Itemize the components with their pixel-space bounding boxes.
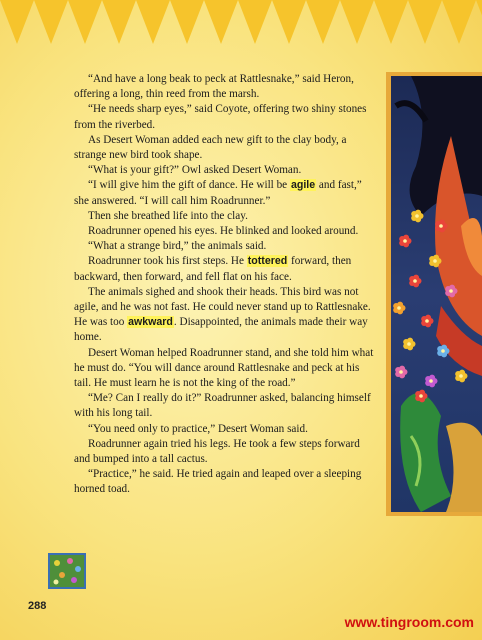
story-paragraph [74,285,374,346]
story-paragraph [74,467,374,497]
story-text-run: forward, then backward, then forward, and fell flat on his face. [74,255,352,283]
story-paragraph [74,178,374,208]
vocabulary-word: awkward [128,316,173,329]
story-text-run: “Me? Can I really do it?” Roadrunner asked, balancing himself with his long tail. [74,392,371,420]
story-paragraph [74,224,374,239]
story-text-run: Then she breathed life into the clay. [88,209,248,222]
story-text-run: Roadrunner took his first steps. He [88,255,247,268]
story-text-run: The animals sighed and shook their heads. This bird was not agile, and he was not fast. He could never stand up to Rattlesnake. He was too [74,285,371,329]
story-paragraph [74,72,374,102]
illustration-panel [386,72,482,516]
story-text-run: As Desert Woman added each new gift to the clay body, a strange new bird took shape. [74,133,347,162]
vocabulary-word: agile [290,179,316,192]
thumbnail-image [48,553,86,589]
story-paragraph [74,391,374,421]
story-text-run: “I will give him the gift of dance. He will be [88,179,290,192]
watermark: www.tingroom.com [344,614,474,630]
story-paragraph [74,254,374,284]
page-number: 288 [28,600,47,612]
story-text-run: and fast,” she answered. “I will call him Roadrunner.” [74,179,362,207]
story-text-run: Roadrunner again tried his legs. He took a few steps forward and bumped into a tall cactus. [74,437,360,466]
story-text-run: “And have a long beak to peck at Rattlesnake,” said Heron, offering a long, thin reed from the marsh. [74,73,354,101]
story-text-run: Roadrunner opened his eyes. He blinked and looked around. [88,225,359,238]
story-text-run: Desert Woman helped Roadrunner stand, and she told him what he must do. “You will dance around Rattlesnake and peck at his tail. He must learn he is not the king of the road.” [74,346,374,390]
roadrunner-illustration [391,76,482,512]
story-text-run: “What a strange bird,” the animals said. [88,240,267,253]
vocabulary-word: tottered [247,255,288,268]
story-paragraph [74,422,374,437]
story-paragraph [74,163,374,178]
story-paragraph [74,346,374,392]
story-paragraph [74,437,374,467]
story-text-run: “He needs sharp eyes,” said Coyote, offering two shiny stones from the riverbed. [74,103,367,131]
story-paragraph [74,133,374,163]
story-text-run: “What is your gift?” Owl asked Desert Woman. [88,164,302,177]
story-paragraph [74,209,374,224]
story-paragraph [74,102,374,132]
story-paragraph [74,239,374,254]
story-text-run: “Practice,” he said. He tried again and leaped over a sleeping horned toad. [74,468,362,496]
story-text-run: . Disappointed, the animals made their way home. [74,316,368,344]
story-text-run: “You need only to practice,” Desert Woman said. [88,422,308,435]
story-text [74,72,374,498]
zigzag-border [0,0,482,48]
